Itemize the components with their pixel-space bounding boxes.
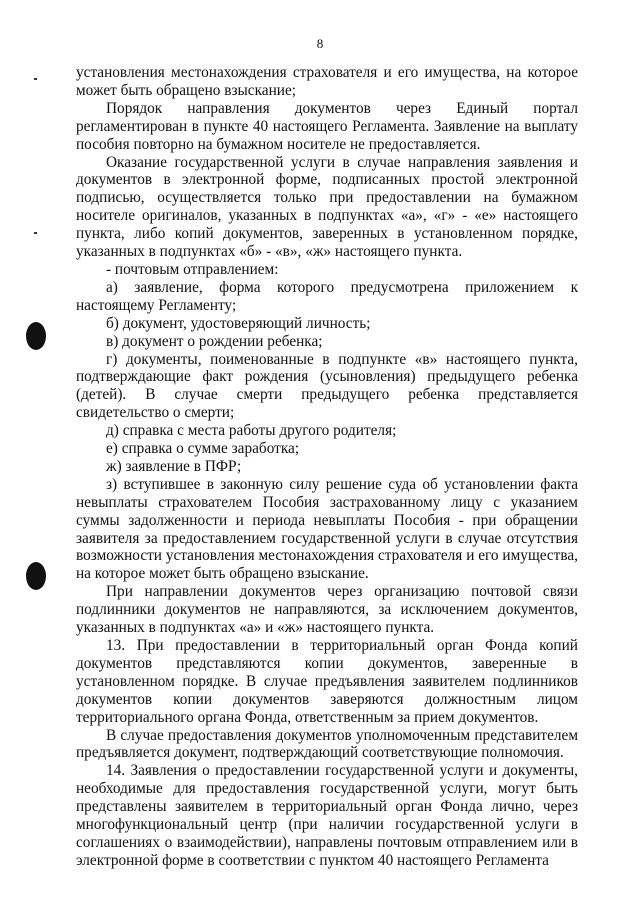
document-body [76,64,578,870]
list-item: а) заявление, форма которого предусмотрена приложением к настоящему Регламенту; [76,278,578,314]
scan-mark [34,78,37,80]
punch-hole [26,322,46,350]
paragraph: установления местонахождения страхователя и его имущества, на которое может быть обращено взыскание; [76,64,578,99]
paragraph: При направлении документов через организацию почтовой связи подлинники документов не направляются, за исключением документов, указанных в подпунктах «а» и «ж» настоящего пункта. [76,583,578,637]
list-item: ж) заявление в ПФР; [106,457,242,475]
list-item: з) вступившее в законную силу решение суда об установлении факта невыплаты страхователем Пособия застрахованному лицу с указанием суммы задолженности и периода невыплаты Пособия - при обращении заявителя за предоставлением государственной услуги в случае отсутствия возможности установления местонахождения страхователя и его имущества, на которое может быть обращено взыскание. [76,475,578,583]
list-item: в) документ о рождении ребенка; [106,332,323,350]
list-item: е) справка о сумме заработка; [106,440,300,458]
scan-mark [34,232,37,234]
punch-hole [26,562,46,590]
page-number: 8 [316,36,324,51]
list-item: д) справка с места работы другого родителя; [106,422,397,440]
paragraph: В случае предоставления документов уполномоченным представителем предъявляется документ, подтверждающий соответствующие полномочия. [76,726,578,762]
paragraph: Оказание государственной услуги в случае направления заявления и документов в электронной форме, подписанных простой электронной подписью, осуществляется только при предоставлении на бумажном носителе оригиналов, указанных в подпунктах «а», «г» - «е» настоящего пункта, либо копий документов, заверенных в установленном порядке, указанных в подпунктах «б» - «в», «ж» настоящего пункта. [76,153,578,261]
paragraph: 13. При предоставлении в территориальный орган Фонда копий документов представляются копии документов, заверенные в установленном порядке. В случае предъявления заявителем подлинников документов копии документов заверяются должностным лицом территориального органа Фонда, ответственным за прием документов. [76,637,578,726]
paragraph: Порядок направления документов через Единый портал регламентирован в пункте 40 настоящего Регламента. Заявление на выплату пособия повторно на бумажном носителе не предоставляется. [76,99,578,153]
list-item: б) документ, удостоверяющий личность; [106,314,371,332]
paragraph: 14. Заявления о предоставлении государственной услуги и документы, необходимые для предоставления государственной услуги, могут быть представлены заявителем в территориальный орган Фонда лично, через многофункциональный центр (при наличии государственной услуги в соглашениях о взаимодействии), направлены почтовым отправлением или в электронной форме в соответствии с пунктом 40 настоящего Регламента [76,762,578,869]
list-item: г) документы, поименованные в подпункте «в» настоящего пункта, подтверждающие факт рождения (усыновления) предыдущего ребенка (детей). В случае смерти предыдущего ребенка представляется свидетельство о смерти; [76,350,578,422]
paragraph: - почтовым отправлением: [106,260,279,278]
